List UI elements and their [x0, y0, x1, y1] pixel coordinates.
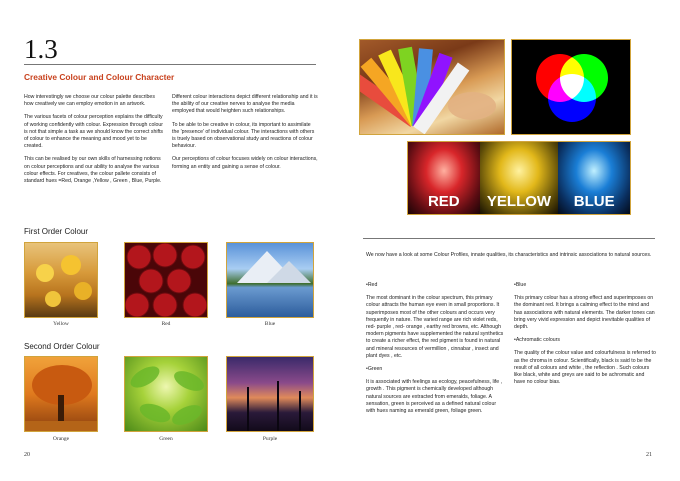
achromatic-text: The quality of the colour value and colourfulness is referred to as the chroma in colour. Scientifically, black is said to be the result of all colours and white , the reflection . Such colours like black, white and greys are said to be achromatic and have no colour bias.	[514, 350, 656, 386]
caption-yellow: Yellow	[53, 321, 69, 327]
caption-red: Red	[161, 321, 171, 327]
achromatic-title: •Achromatic colours	[514, 337, 560, 344]
paragraph: Our perceptions of colour focuses widely on colour interactions, forming an entity and gaining a sense of colour.	[172, 156, 318, 170]
section-number: 1.3	[24, 34, 58, 64]
swatch-fan-illustration	[360, 40, 505, 135]
red-profile-title: •Red	[366, 282, 378, 288]
green-profile-text: It is associated with feelings as ecology, peacefulness, life , growth . This pigment is chemically developed although natural sources are extracted from emeralds, foliage. A sensation, green is perceived as a defined natural colour with hues naming as emerald green, foliage green.	[366, 379, 503, 415]
blue-mountain-illustration	[227, 243, 314, 318]
paragraph: The various facets of colour perception explains the difficulty of working confidently with colour. Expression through colour is not that simple a task as we should know the correct shifts of colour to enhance the meaning and mood yet to be created.	[24, 114, 163, 150]
right-column-2	[514, 282, 656, 392]
page-number-left: 20	[24, 452, 30, 458]
right-intro: We now have a look at some Colour Profiles, innate qualities, its characteristics and intrinsic associations to natural sources.	[366, 252, 652, 258]
second-order-heading: Second Order Colour	[24, 342, 100, 351]
right-column-1	[366, 282, 506, 421]
title-rule	[24, 64, 316, 65]
eye-label-yellow: YELLOW	[486, 193, 552, 210]
caption-orange: Orange	[52, 436, 70, 442]
right-page-rule	[363, 238, 655, 239]
green-profile-title: •Green	[366, 366, 383, 373]
coloured-eyes-image	[407, 141, 631, 215]
first-order-heading: First Order Colour	[24, 227, 89, 236]
yellow-photo	[24, 242, 98, 318]
rgb-circles-image	[511, 39, 631, 135]
paragraph: How interestingly we choose our colour palette describes how creatively we can employ emotion in an artwork.	[24, 94, 155, 108]
section-title: Creative Colour and Colour Character	[24, 72, 175, 82]
paragraph: To be able to be creative in colour, its important to assimilate the 'presence' of individual colour. The interactions with others is truely based on observational study and reactions of colour behaviour.	[172, 121, 315, 150]
blue-eye-panel	[558, 142, 630, 214]
paragraph: This can be realised by our own skills of harnessing notions on colour perceptions and our ability to analyse the various colour effects. For creatives, the colour pallete consists of standard hues =Red, Orange ,Yellow , Green , Blue, Purple.	[24, 156, 162, 185]
caption-blue: Blue	[264, 321, 276, 327]
orange-photo	[24, 356, 98, 432]
green-photo	[124, 356, 208, 432]
paragraph: Different colour interactions depict different relationship and it is the ability of our creative nerves to analyse the media employed that would heighten such relationships.	[172, 94, 318, 115]
page-number-right: 21	[646, 452, 652, 458]
green-leaves-illustration	[125, 357, 208, 432]
red-photo	[124, 242, 208, 318]
rgb-circles-illustration	[512, 40, 631, 135]
colour-swatch-photo	[359, 39, 505, 135]
red-roses-illustration	[125, 243, 208, 318]
blue-profile-text: This primary colour has a strong effect and superimposes on the dominant red. It brings a calming effect to the mind and has associations with natural elements. The darker tones can bring very vivid expression and depict inevitable qualities of depth.	[514, 295, 655, 331]
eye-label-red: RED	[427, 193, 460, 210]
text-column-2	[172, 94, 318, 177]
blue-profile-title: •Blue	[514, 282, 527, 288]
blue-photo	[226, 242, 314, 318]
yellow-flowers-illustration	[25, 243, 98, 318]
red-eye-panel	[408, 142, 480, 214]
caption-green: Green	[159, 436, 173, 442]
red-profile-text: The most dominant in the colour spectrum, this primary colour attracts the human eye even in small proportions. It superimposes most of the other colours and occurs very frequently in nature. The varied range are rich violet reds, red- purple , red- orange , earthy red browns, etc. Although modern pigments have supplemented the natural synthetics to create a richer effect, the red pigment is found in natural and mineral resources of vermillion , cinnabar , insect and plant dyes , etc.	[366, 295, 504, 359]
eye-label-blue: BLUE	[573, 193, 615, 210]
yellow-eye-panel	[480, 142, 559, 214]
orange-tree-illustration	[25, 357, 98, 432]
purple-photo	[226, 356, 314, 432]
purple-sunset-illustration	[227, 357, 314, 432]
text-column-1	[24, 94, 164, 191]
caption-purple: Purple	[262, 436, 278, 442]
